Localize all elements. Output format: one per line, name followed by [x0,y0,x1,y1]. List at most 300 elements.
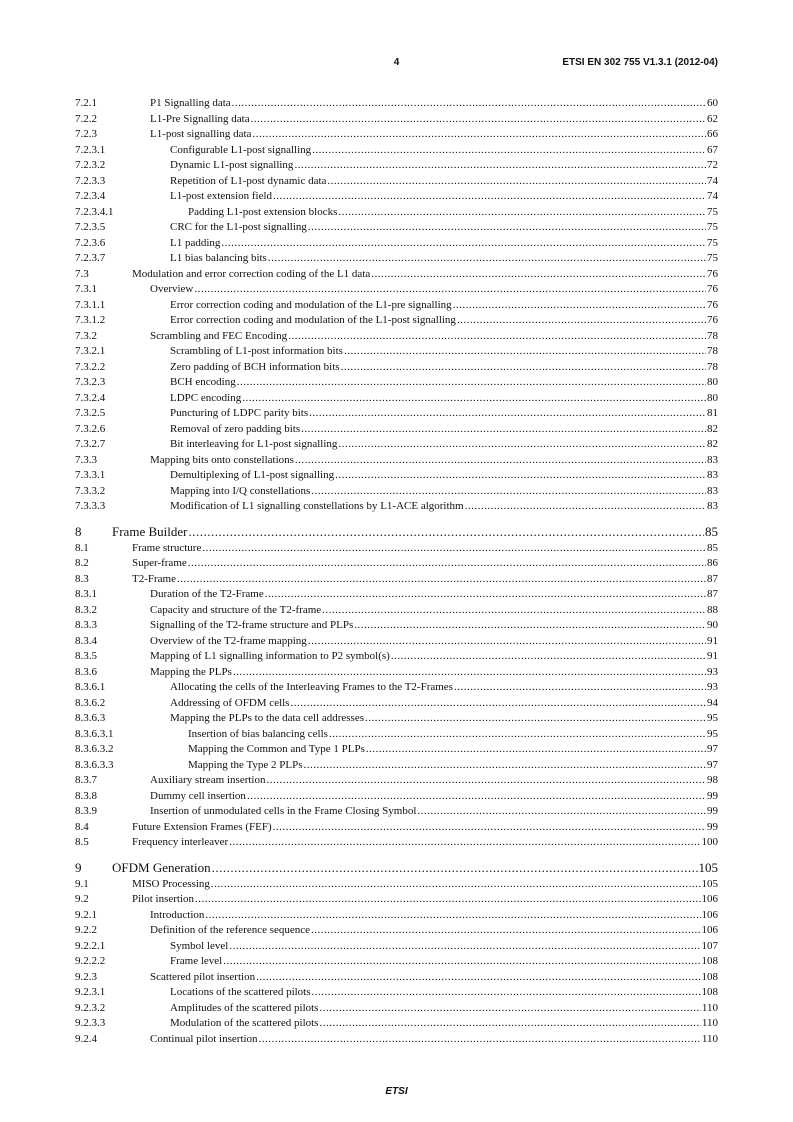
toc-entry-page: 91 [707,634,718,647]
toc-entry-title: Mapping the Type 2 PLPs [188,758,303,771]
toc-entry[interactable] [75,758,718,774]
toc-entry-page: 86 [707,557,718,569]
toc-entry-page: 80 [707,376,718,388]
toc-entry-title: Frame level [170,955,223,967]
toc-leader-dots [195,892,700,908]
toc-entry[interactable] [75,468,718,484]
toc-entry-title: CRC for the L1-post signalling [170,221,307,233]
toc-entry-title: L1 padding [170,236,221,249]
toc-entry[interactable] [75,236,718,252]
toc-leader-dots [454,680,706,696]
toc-entry-number: 7.3.3 [75,453,97,466]
toc-entry-title: T2-Frame [132,572,176,585]
toc-entry[interactable] [75,282,718,298]
toc-entry[interactable] [75,603,718,619]
toc-entry-page: 75 [707,236,718,249]
toc-entry-page: 108 [701,970,718,983]
toc-entry-page: 91 [707,650,718,662]
toc-entry-number: 9.2.3.3 [75,1017,106,1029]
toc-entry-page: 106 [701,908,718,921]
toc-entry[interactable] [75,313,718,329]
toc-entry-page: 105 [698,859,718,875]
toc-leader-dots [290,696,706,712]
toc-entry-title: Introduction [150,908,205,921]
toc-entry-title: Super-frame [132,557,187,569]
toc-entry-number: 7.2.3.5 [75,221,106,233]
toc-entry-page: 108 [701,955,718,967]
toc-entry[interactable] [75,634,718,650]
toc-entry-number: 9.2.3.2 [75,1001,106,1014]
toc-leader-dots [301,422,706,438]
toc-leader-dots [338,205,706,221]
toc-entry-title: Scrambling of L1-post information bits [170,345,343,357]
toc-entry-number: 8.2 [75,557,89,569]
toc-leader-dots [391,649,706,665]
toc-entry-page: 83 [707,453,718,466]
toc-entry-title: L1-Pre Signalling data [150,112,250,125]
footer-publisher: ETSI [385,1086,408,1097]
toc-leader-dots [294,158,706,174]
toc-entry-number: 9.1 [75,877,89,890]
toc-entry[interactable] [75,391,718,407]
toc-entry-page: 97 [707,743,718,755]
toc-leader-dots [365,711,706,727]
toc-entry-page: 60 [707,97,718,109]
toc-entry-title: Frequency interleaver [132,836,229,848]
toc-entry-number: 8.3.6.3.1 [75,727,114,740]
toc-entry[interactable] [75,220,718,236]
toc-entry-title: Frame structure [132,541,202,554]
toc-leader-dots [202,541,706,557]
toc-entry-page: 74 [707,174,718,187]
toc-entry-title: Future Extension Frames (FEF) [132,820,272,833]
toc-entry-page: 110 [701,1017,718,1029]
toc-leader-dots [268,251,706,267]
toc-entry-page: 76 [707,298,718,311]
toc-entry-title: Scattered pilot insertion [150,970,256,983]
toc-entry[interactable] [75,923,718,939]
toc-leader-dots [233,665,706,681]
toc-leader-dots [335,468,706,484]
toc-entry-title: Mapping into I/Q constellations [170,484,311,497]
toc-entry[interactable] [75,522,718,541]
toc-leader-dots [319,1016,700,1032]
toc-entry-number: 7.2.3 [75,128,97,140]
toc-entry[interactable] [75,858,718,877]
toc-entry[interactable] [75,618,718,634]
toc-leader-dots [211,877,701,893]
toc-leader-dots [194,282,706,298]
toc-entry-title: P1 Signalling data [150,97,231,109]
toc-entry-title: Addressing of OFDM cells [170,696,290,709]
toc-entry-page: 95 [707,727,718,740]
toc-leader-dots [188,522,704,541]
toc-entry-number: 7.3.1.2 [75,314,106,326]
toc-leader-dots [237,375,706,391]
toc-entry-number: 9.2.2.2 [75,955,106,967]
toc-entry-page: 76 [707,267,718,280]
toc-leader-dots [229,939,700,955]
toc-entry-number: 8.4 [75,820,89,833]
toc-entry[interactable] [75,499,718,515]
toc-entry-title: Locations of the scattered pilots [170,986,311,998]
toc-leader-dots [371,267,706,283]
toc-entry-page: 95 [707,712,718,724]
toc-entry[interactable] [75,742,718,758]
toc-entry-number: 7.3.3.3 [75,500,106,512]
toc-entry[interactable] [75,556,718,572]
toc-entry[interactable] [75,1016,718,1032]
toc-entry-number: 8.3.3 [75,619,97,631]
toc-entry-number: 8.3.6.3.2 [75,743,114,755]
toc-entry-number: 7.3.2.1 [75,345,106,357]
toc-entry-number: 8.3.6.3 [75,712,106,724]
toc-entry-title: Amplitudes of the scattered pilots [170,1001,319,1014]
table-of-contents [75,96,718,1047]
toc-entry[interactable] [75,892,718,908]
toc-entry-page: 75 [707,205,718,218]
toc-entry[interactable] [75,711,718,727]
toc-entry-page: 87 [707,588,718,600]
toc-entry[interactable] [75,773,718,789]
toc-entry[interactable] [75,189,718,205]
toc-leader-dots [457,313,706,329]
toc-entry-number: 7.3.2.2 [75,360,106,373]
toc-entry-page: 108 [701,986,718,998]
toc-entry-page: 76 [707,314,718,326]
toc-entry-title: BCH encoding [170,376,236,388]
toc-leader-dots [177,572,706,588]
toc-entry-title: Scrambling and FEC Encoding [150,329,288,342]
toc-entry-number: 8.3.9 [75,805,97,817]
toc-entry[interactable] [75,954,718,970]
toc-entry-title: Auxiliary stream insertion [150,774,266,786]
toc-leader-dots [366,742,706,758]
toc-entry-title: Demultiplexing of L1-post signalling [170,469,335,481]
toc-entry-title: Dummy cell insertion [150,789,246,802]
toc-entry[interactable] [75,820,718,836]
toc-leader-dots [259,1032,701,1048]
toc-leader-dots [329,727,706,743]
toc-entry-number: 7.3.3.2 [75,484,106,497]
toc-entry-title: Configurable L1-post signalling [170,143,312,156]
toc-entry-number: 8.3.6.2 [75,696,106,709]
toc-entry-title: LDPC encoding [170,391,242,404]
toc-leader-dots [229,835,700,851]
toc-entry-number: 8.3.5 [75,650,97,662]
toc-entry-number: 7.2.1 [75,97,97,109]
toc-entry-page: 85 [707,541,718,554]
toc-entry-title: Modulation of the scattered pilots [170,1017,319,1029]
toc-entry-title: Mapping the PLPs to the data cell addresses [170,712,364,724]
toc-entry-title: Repetition of L1-post dynamic data [170,174,327,187]
toc-entry-title: L1-post signalling data [150,128,252,140]
toc-leader-dots [309,406,706,422]
toc-entry-title: Pilot insertion [132,893,195,905]
toc-entry-page: 94 [707,696,718,709]
toc-entry-title: Mapping the Common and Type 1 PLPs [188,743,365,755]
toc-entry[interactable] [75,329,718,345]
toc-entry-title: Modification of L1 signalling constellations by L1-ACE algorithm [170,500,464,512]
toc-entry-title: OFDM Generation [112,859,211,875]
toc-entry-page: 100 [701,836,718,848]
toc-entry-number: 7.3.2 [75,329,97,342]
toc-entry-page: 90 [707,619,718,631]
toc-entry[interactable] [75,572,718,588]
toc-entry-title: Insertion of unmodulated cells in the Frame Closing Symbol [150,805,417,817]
toc-entry[interactable] [75,484,718,500]
toc-entry-number: 8.3 [75,572,89,585]
toc-entry[interactable] [75,375,718,391]
toc-entry[interactable] [75,143,718,159]
toc-entry[interactable] [75,96,718,112]
toc-entry-title: L1-post extension field [170,190,273,202]
toc-entry-page: 110 [701,1001,718,1014]
toc-entry-title: Frame Builder [112,523,188,539]
toc-entry-title: Error correction coding and modulation of the L1-post signalling [170,314,456,326]
toc-entry-number: 8.3.2 [75,603,97,616]
toc-entry-title: Puncturing of LDPC parity bits [170,407,309,419]
toc-entry-number: 8 [75,523,82,539]
toc-entry-title: Duration of the T2-Frame [150,588,264,600]
toc-entry[interactable] [75,1001,718,1017]
toc-entry[interactable] [75,877,718,893]
toc-entry[interactable] [75,908,718,924]
toc-entry-page: 93 [707,681,718,693]
toc-entry-title: Error correction coding and modulation of the L1-pre signalling [170,298,452,311]
toc-entry-page: 110 [701,1032,718,1045]
toc-leader-dots [266,773,706,789]
toc-entry-page: 78 [707,345,718,357]
toc-leader-dots [251,112,706,128]
toc-leader-dots [312,985,701,1001]
toc-entry-page: 78 [707,329,718,342]
toc-leader-dots [221,236,706,252]
toc-entry-number: 8.3.4 [75,634,97,647]
toc-entry[interactable] [75,127,718,143]
toc-entry-title: Padding L1-post extension blocks [188,205,338,218]
toc-entry-number: 8.3.7 [75,774,97,786]
toc-entry-number: 9 [75,859,82,875]
toc-leader-dots [288,329,706,345]
toc-leader-dots [312,143,706,159]
toc-leader-dots [341,360,706,376]
toc-entry-title: Bit interleaving for L1-post signalling [170,438,338,450]
toc-entry-page: 80 [707,391,718,404]
toc-entry-title: Capacity and structure of the T2-frame [150,603,322,616]
toc-entry-number: 7.3.2.5 [75,407,106,419]
toc-entry-page: 81 [707,407,718,419]
toc-leader-dots [265,587,706,603]
toc-leader-dots [338,437,706,453]
toc-entry[interactable] [75,587,718,603]
toc-leader-dots [205,908,700,924]
toc-leader-dots [304,758,706,774]
toc-entry-title: L1 bias balancing bits [170,252,267,264]
toc-entry[interactable] [75,174,718,190]
toc-leader-dots [232,96,706,112]
toc-entry[interactable] [75,835,718,851]
toc-entry-number: 9.2.1 [75,908,97,921]
toc-entry-number: 7.2.3.4.1 [75,205,114,218]
toc-entry[interactable] [75,649,718,665]
toc-entry-number: 9.2.3 [75,970,97,983]
toc-entry-number: 9.2.3.1 [75,986,106,998]
toc-entry[interactable] [75,789,718,805]
toc-leader-dots [273,820,706,836]
toc-entry-page: 76 [707,283,718,295]
toc-leader-dots [252,127,706,143]
toc-entry-title: Zero padding of BCH information bits [170,360,340,373]
toc-entry-number: 9.2.2.1 [75,939,106,952]
toc-entry-page: 75 [707,221,718,233]
toc-entry-title: Definition of the reference sequence [150,924,311,936]
toc-leader-dots [212,858,698,877]
toc-entry-title: Signalling of the T2-frame structure and PLPs [150,619,354,631]
toc-leader-dots [354,618,706,634]
toc-entry[interactable] [75,205,718,221]
toc-entry-page: 78 [707,360,718,373]
toc-entry-number: 7.3.2.7 [75,438,106,450]
toc-leader-dots [311,484,706,500]
toc-entry-page: 83 [707,500,718,512]
toc-entry-page: 99 [707,789,718,802]
toc-leader-dots [327,174,706,190]
toc-entry[interactable] [75,360,718,376]
toc-leader-dots [256,970,700,986]
toc-entry-title: Allocating the cells of the Interleaving Frames to the T2-Frames [170,681,453,693]
toc-entry[interactable] [75,112,718,128]
toc-entry[interactable] [75,251,718,267]
toc-entry-page: 85 [705,523,718,539]
toc-entry-page: 72 [707,159,718,171]
toc-entry-number: 8.3.1 [75,588,97,600]
toc-entry-number: 7.3.2.3 [75,376,106,388]
toc-entry-number: 8.1 [75,541,89,554]
toc-leader-dots [453,298,706,314]
toc-entry-page: 87 [707,572,718,585]
toc-entry[interactable] [75,804,718,820]
toc-leader-dots [295,453,706,469]
toc-entry-number: 8.3.6 [75,665,97,678]
toc-entry[interactable] [75,970,718,986]
toc-entry[interactable] [75,985,718,1001]
toc-entry-page: 105 [701,877,718,890]
toc-entry-title: Removal of zero padding bits [170,422,301,435]
toc-leader-dots [311,923,700,939]
toc-entry-page: 82 [707,422,718,435]
toc-leader-dots [223,954,700,970]
toc-entry-title: Overview [150,283,194,295]
toc-entry-page: 83 [707,484,718,497]
toc-entry-page: 106 [701,893,718,905]
toc-entry-number: 8.5 [75,836,89,848]
toc-entry[interactable] [75,158,718,174]
toc-entry-page: 83 [707,469,718,481]
toc-entry[interactable] [75,727,718,743]
toc-entry-page: 62 [707,112,718,125]
toc-entry-page: 99 [707,820,718,833]
toc-leader-dots [344,344,706,360]
toc-entry-number: 7.3.3.1 [75,469,106,481]
toc-entry-title: Mapping bits onto constellations [150,453,294,466]
toc-entry-page: 66 [707,128,718,140]
toc-entry-number: 8.3.6.3.3 [75,758,114,771]
toc-leader-dots [273,189,706,205]
toc-leader-dots [417,804,706,820]
toc-entry-title: Continual pilot insertion [150,1032,258,1045]
toc-entry-number: 9.2.2 [75,924,97,936]
toc-leader-dots [308,634,706,650]
toc-entry[interactable] [75,665,718,681]
toc-entry[interactable] [75,437,718,453]
page-number: 4 [393,57,400,68]
toc-entry-number: 8.3.8 [75,789,97,802]
toc-entry-page: 75 [707,252,718,264]
toc-entry[interactable] [75,680,718,696]
toc-entry-page: 97 [707,758,718,771]
toc-entry-number: 7.2.3.2 [75,159,106,171]
toc-entry-number: 7.2.2 [75,112,97,125]
toc-leader-dots [242,391,706,407]
toc-entry[interactable] [75,453,718,469]
toc-entry-page: 88 [707,603,718,616]
toc-entry-page: 93 [707,665,718,678]
toc-leader-dots [188,556,706,572]
toc-leader-dots [322,603,706,619]
toc-entry-page: 82 [707,438,718,450]
toc-entry-title: Symbol level [170,939,229,952]
toc-entry-title: Mapping of L1 signalling information to P2 symbol(s) [150,650,390,662]
toc-leader-dots [465,499,706,515]
toc-entry-title: Dynamic L1-post signalling [170,159,294,171]
toc-entry-number: 7.2.3.6 [75,236,106,249]
toc-entry-page: 74 [707,190,718,202]
toc-entry[interactable] [75,406,718,422]
toc-entry[interactable] [75,298,718,314]
document-id: ETSI EN 302 755 V1.3.1 (2012-04) [562,57,718,68]
toc-entry[interactable] [75,344,718,360]
toc-entry[interactable] [75,939,718,955]
toc-entry-title: Overview of the T2-frame mapping [150,634,307,647]
toc-entry-number: 7.2.3.1 [75,143,106,156]
toc-entry-number: 7.3.1 [75,283,97,295]
toc-entry-number: 7.2.3.4 [75,190,106,202]
toc-entry-page: 99 [707,805,718,817]
toc-entry-title: Modulation and error correction coding of the L1 data [132,267,371,280]
toc-entry-page: 67 [707,143,718,156]
toc-entry-page: 98 [707,774,718,786]
toc-entry-number: 8.3.6.1 [75,681,106,693]
toc-entry-page: 106 [701,924,718,936]
toc-leader-dots [247,789,706,805]
toc-entry-number: 7.3.2.6 [75,422,106,435]
toc-entry-number: 7.3.2.4 [75,391,106,404]
toc-leader-dots [308,220,706,236]
toc-entry-number: 7.3.1.1 [75,298,106,311]
toc-entry[interactable] [75,267,718,283]
toc-entry[interactable] [75,422,718,438]
toc-entry-number: 7.2.3.3 [75,174,106,187]
toc-entry-page: 107 [701,939,718,952]
toc-entry[interactable] [75,1032,718,1048]
toc-entry[interactable] [75,541,718,557]
toc-entry-title: Insertion of bias balancing cells [188,727,328,740]
toc-entry[interactable] [75,696,718,712]
toc-entry-title: MISO Processing [132,877,210,890]
toc-entry-title: Mapping the PLPs [150,665,232,678]
toc-entry-number: 9.2.4 [75,1032,97,1045]
